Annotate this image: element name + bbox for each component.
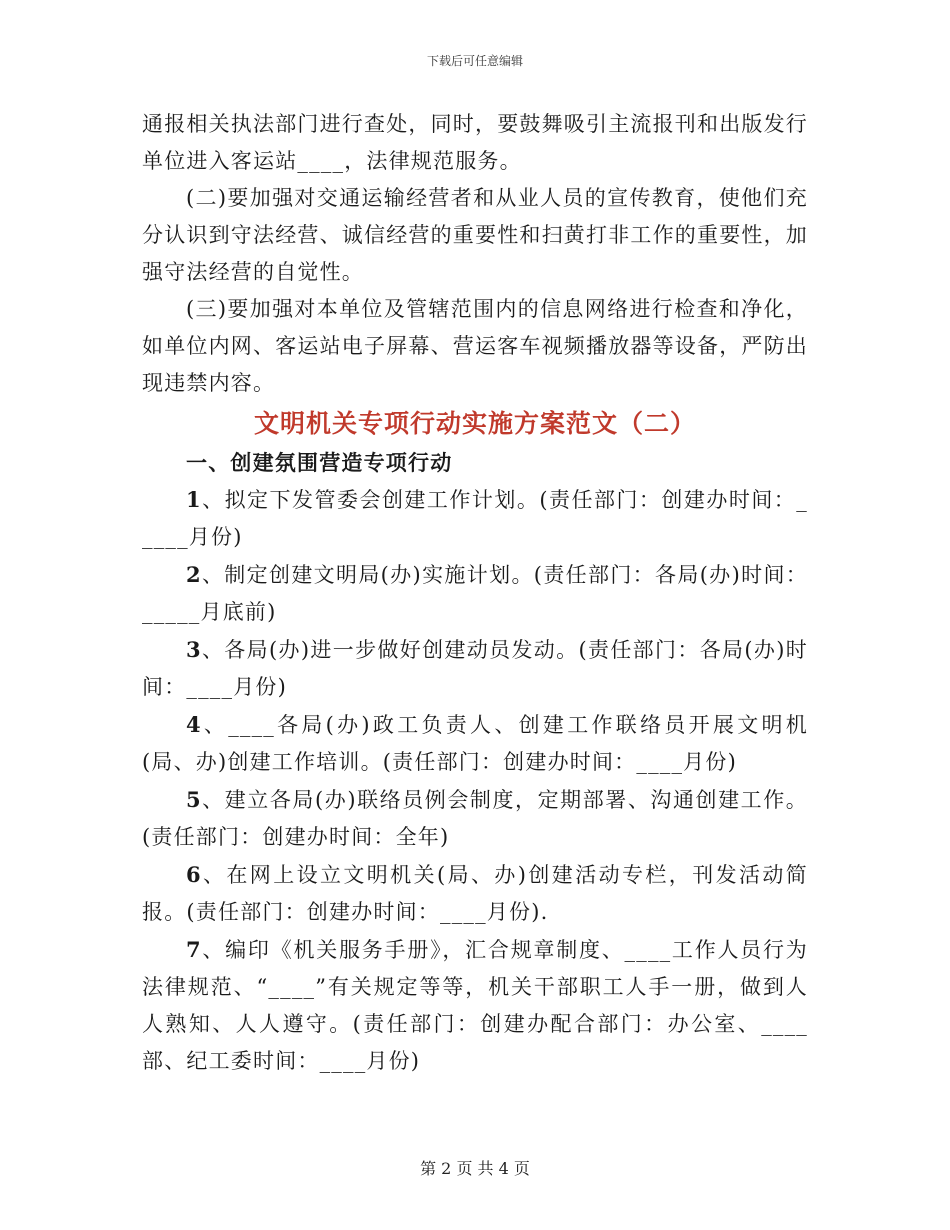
page-number-footer: 第 2 页 共 4 页: [420, 1159, 530, 1178]
item-number: 7: [186, 937, 202, 962]
list-item-6: [142, 856, 808, 931]
item-text: 、建立各局(办)联络员例会制度，定期部署、沟通创建工作。(责任部门：创建办时间：全年): [142, 788, 808, 849]
item-text: 、制定创建文明局(办)实施计划。(责任部门：各局(办)时间：_____月底前): [142, 563, 808, 624]
list-item-1: [142, 481, 808, 556]
item-text: 、编印《机关服务手册》，汇合规章制度、____工作人员行为法律规范、“____”有关规定等等，机关干部职工人手一册，做到人人熟知、人人遵守。(责任部门：创建办配合部门：办公室、____部、纪工委时间：____月份): [142, 938, 808, 1073]
list-item-2: [142, 556, 808, 631]
list-item-4: [142, 706, 808, 781]
item-text: 、各局(办)进一步做好创建动员发动。(责任部门：各局(办)时间：____月份): [142, 638, 808, 699]
item-number: 6: [186, 862, 202, 887]
page-header-note: 下载后可任意编辑: [426, 54, 523, 68]
list-item-5: [142, 781, 808, 856]
item-number: 2: [186, 562, 202, 587]
item-number: 5: [186, 787, 202, 812]
paragraph-continuation: 通报相关执法部门进行查处，同时，要鼓舞吸引主流报刊和出版发行单位进入客运站____，法律规范服务。: [142, 112, 808, 173]
document-title: 文明机关专项行动实施方案范文（二）: [253, 409, 696, 438]
item-number: 4: [186, 712, 202, 737]
item-text: 、在网上设立文明机关(局、办)创建活动专栏，刊发活动简报。(责任部门：创建办时间：____月份).: [142, 863, 808, 924]
paragraph-point-3: (三)要加强对本单位及管辖范围内的信息网络进行检查和净化，如单位内网、客运站电子屏幕、营运客车视频播放器等设备，严防出现违禁内容。: [142, 297, 808, 395]
paragraph-point-2: (二)要加强对交通运输经营者和从业人员的宣传教育，使他们充分认识到守法经营、诚信经营的重要性和扫黄打非工作的重要性，加强守法经营的自觉性。: [142, 186, 808, 284]
section-heading: 一、创建氛围营造专项行动: [186, 450, 453, 475]
item-text: 、____各局(办)政工负责人、创建工作联络员开展文明机(局、办)创建工作培训。(责任部门：创建办时间：____月份): [142, 713, 808, 774]
list-item-3: [142, 631, 808, 706]
item-text: 、拟定下发管委会创建工作计划。(责任部门：创建办时间：_____月份): [142, 488, 808, 549]
document-body: [142, 106, 808, 1080]
list-item-7: [142, 931, 808, 1080]
item-number: 3: [186, 637, 202, 662]
item-number: 1: [186, 487, 202, 512]
